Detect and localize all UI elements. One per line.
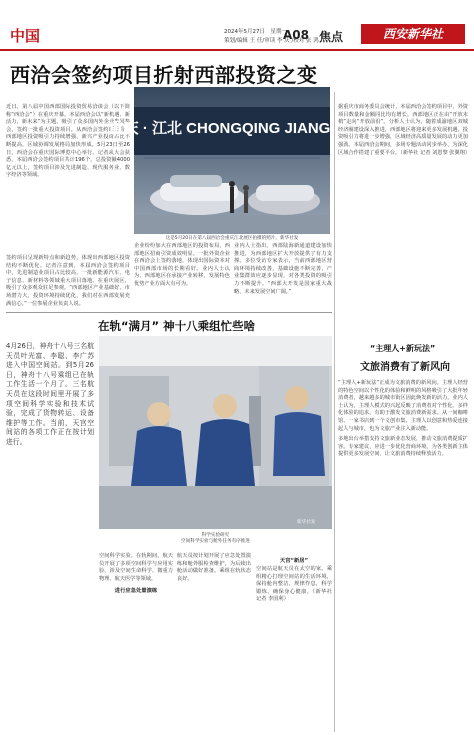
- article2-subhead-2: 进行应急处置演练: [114, 588, 158, 595]
- header-rule: [0, 49, 474, 51]
- page-number: A08: [283, 28, 309, 42]
- article2-text-1: 4月26日，神舟十八号三名航天员叶光富、李聪、李广苏进入中国空间站。到5月26日，神舟十八号乘组已在轨工作生活一个月了。三名航天员在这段时间里开展了多项空间科学实验和技术试验，完成了货物转运、设备维护等工作。当前，天宫空间站的各项工作正在按计划进行。: [6, 342, 94, 446]
- article2-caption-2: 空间科学实验与舱外任务有序推进: [181, 539, 250, 544]
- lead-column-1: [6, 104, 130, 180]
- lead-column-1b: [6, 255, 130, 308]
- lead-column-3: [234, 243, 332, 296]
- section-label: 焦点: [319, 30, 344, 44]
- article2-text-3: 航天员按计划开展了应急处置演练和舱外服检查维护，为后续出舱活动做好准备。乘组在轨状态良好。: [177, 553, 251, 582]
- article3-text-1: “主理人+新玩法”正成为文旅消费的新风向。主理人经营的特色空间以个性化的体验和鲜明的风格吸引了大批年轻消费者，越来越多的城市街区因此焕发新的活力。业内人士认为，主理人模式的兴起反映了消费者对个性化、多样化体验的追求，有助于激发文旅消费新需求。从一间咖啡馆、一家书店到一个文创市集，主理人以创意和热爱连接起人与城市，也为文旅产业注入新动能。: [338, 380, 468, 432]
- lead-photo-caption: 这是5月20日在第八届西洽会重庆江北展区拍摄的照片。新华社发: [165, 236, 299, 241]
- article2-text-4: 空间站是航天员在太空的家。乘组精心打理空间站的生活环境，保持舱内整洁，规律作息，科学锻炼，确保身心健康。（新华社 记者 李国利）: [256, 566, 332, 603]
- lead-text-4: 据重庆市商务委员会统计，本届西洽会签约项目中，外资项目数量和金额同比均有增长。西部地区正在由“开放末梢”走向“开放前沿”。分析人士认为，随着成渝地区双城经济圈建设深入推进，西部地区将迎来更多发展机遇，投资吸引力将进一步增强，区域经济高质量发展的动力更加强劲。本届西洽会期间，多场专题活动同步举办，为深化区域合作搭建了重要平台。（新华社 记者 刘恩黎 张翼翔）: [338, 104, 471, 156]
- region-label: 中国: [10, 27, 41, 45]
- article3-kicker: “主理人+新玩法”: [370, 344, 436, 353]
- column-divider: [334, 92, 335, 732]
- lead-text-3: 业内人士指出，西部陆海新通道建设加快推进，为西部地区扩大开放提供了有力支撑。多位受访专家表示，当前西部地区营商环境持续改善，基础设施不断完善，产业集群效应逐步显现，对各类投资的吸引力不断提升。“西部大开发是国家重大战略，未来发展空间广阔。”: [234, 243, 332, 295]
- banner-text: 重庆 · 江北 CHONGQING JIANGBEI: [108, 120, 356, 137]
- article2-caption-1: 科学实验研究: [201, 533, 230, 538]
- newspaper-logo: 西安新华社: [361, 24, 465, 44]
- article3-headline: 文旅消费有了新风向: [360, 362, 450, 373]
- article2-column-2: [99, 553, 173, 596]
- article3-body: [338, 380, 468, 459]
- article2-column-4: [256, 553, 332, 604]
- article2-column-3: [177, 553, 251, 583]
- article2-headline: 在轨“满月” 神十八乘组忙些啥: [98, 319, 256, 333]
- article2-photo: [99, 336, 332, 529]
- lead-text-2: 企业纷纷加大在西部地区的投资布局，西部地区招商引资成效明显。一批外资企业在西洽会上签约落地，体现出国际资本对中国西部市场的长期看好。业内人士认为，西部地区在承接产业转移、发展特色优势产业方面大有可为。: [134, 243, 230, 287]
- editor-credits: 策划/编辑 王 任/审读 李 庆 /校对 张 鸿: [224, 38, 319, 44]
- article-divider: [6, 312, 332, 313]
- lead-headline: 西洽会签约项目折射西部投资之变: [10, 63, 318, 87]
- issue-date: 2024年5月27日 星期一: [224, 29, 287, 35]
- article2-subhead-3: 天宫“新居”: [279, 558, 309, 564]
- lead-photo: [108, 87, 356, 234]
- lead-column-4: [338, 104, 471, 157]
- expo-hall-image: [108, 87, 356, 234]
- space-station-image: [99, 336, 332, 529]
- article2-text-2: 空间科学实验。在轨期间，航天员开展了多项空间科学与应用实验，涉及空间生命科学、微重力物理、航天医学等领域。: [99, 553, 173, 582]
- article2-column-1: [6, 342, 94, 448]
- lead-text-1b: 签约项目呈现新特点和新趋势，体现出西部地区投资结构不断优化。记者注意到，本届西洽会签约项目中，先进制造业项目占比较高，一批新能源汽车、电子信息、新材料等领域重大项目落地。在重庆展区，吸引了众多观众驻足参观。“西部地区产业基础好、市场潜力大，投资环境持续优化，我们对在西部发展充满信心。”一位参展企业负责人说。: [6, 255, 130, 307]
- article2-photo-credit: 新华社发: [297, 520, 316, 525]
- lead-column-2: [134, 243, 230, 289]
- page-header: [0, 0, 474, 58]
- lead-text-1: 近日，第八届中国西部国际投资贸易洽谈会（以下简称“西洽会”）在重庆开幕。本届西洽会以“新机遇、新活力、新未来”为主题，吸引了众多国内外企业参展参会，签约一批重大投资项目。从西洽会签约项目看，西部地区投资吸引力持续增强，新兴产业投资占比不断提高，区域协调发展格局加快形成。5月23日至26日，西洽会在重庆国际博览中心举行。记者从大会获悉，本届西洽会签约项目共计196个，总投资额4000亿元以上，签约项目涉及先进制造、现代服务业、数字经济等领域。: [6, 104, 130, 179]
- article3-text-2: 多地出台举措支持文旅新业态发展，推动文旅消费提质扩容。专家建议，应进一步优化营商环境，为各类创新主体提供更多发展空间，让文旅消费持续释放活力。: [338, 436, 468, 458]
